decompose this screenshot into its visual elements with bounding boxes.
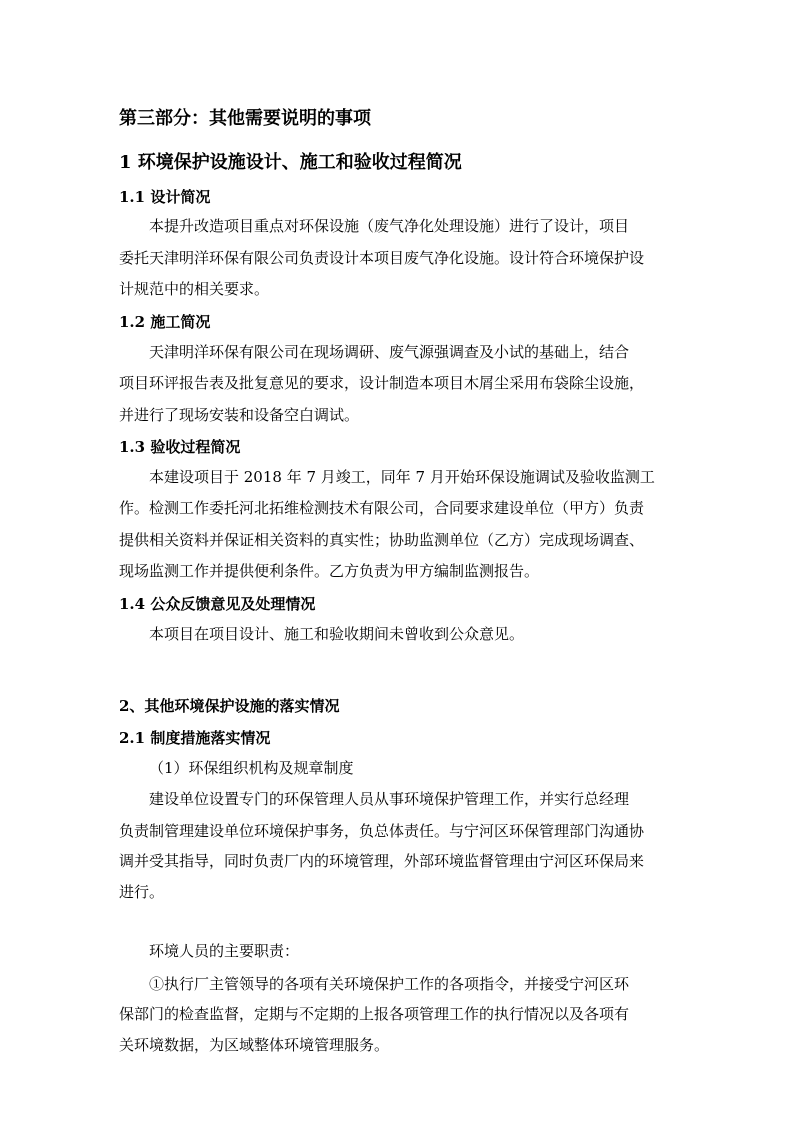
paragraph-line: 作。检测工作委托河北拓维检测技术有限公司，合同要求建设单位（甲方）负责	[119, 499, 645, 517]
paragraph-line: 天津明洋环保有限公司在现场调研、废气源强调查及小试的基础上，结合	[149, 343, 630, 361]
paragraph-line: ①执行厂主管领导的各项有关环境保护工作的各项指令，并接受宁河区环	[149, 975, 630, 993]
section-1-4-title: 1.4 公众反馈意见及处理情况	[119, 595, 316, 613]
paragraph-line: 委托天津明洋环保有限公司负责设计本项目废气净化设施。设计符合环境保护设	[119, 249, 645, 267]
paragraph-line: 本建设项目于 2018 年 7 月竣工，同年 7 月开始环保设施调试及验收监测工	[149, 468, 655, 486]
paragraph-line: 并进行了现场安装和设备空白调试。	[119, 406, 360, 424]
section-1-title: 1 环境保护设施设计、施工和验收过程简况	[119, 152, 462, 173]
paragraph-line: 现场监测工作并提供便利条件。乙方负责为甲方编制监测报告。	[119, 562, 540, 580]
paragraph-line: 计规范中的相关要求。	[119, 280, 270, 298]
paragraph-line: 本提升改造项目重点对环保设施（废气净化处理设施）进行了设计，项目	[149, 217, 630, 235]
paragraph-line: 建设单位设置专门的环保管理人员从事环境保护管理工作，并实行总经理	[149, 790, 630, 808]
paragraph-line: 关环境数据，为区域整体环境管理服务。	[119, 1036, 390, 1054]
section-1-3-title: 1.3 验收过程简况	[119, 438, 241, 456]
paragraph-line: 提供相关资料并保证相关资料的真实性；协助监测单位（乙方）完成现场调查、	[119, 531, 645, 549]
paragraph-line: 项目环评报告表及批复意见的要求，设计制造本项目木屑尘采用布袋除尘设施，	[119, 374, 645, 392]
section-2-1-title: 2.1 制度措施落实情况	[119, 729, 271, 747]
paragraph-line: 负责制管理建设单位环境保护事务，负总体责任。与宁河区环保管理部门沟通协	[119, 822, 645, 840]
section-2-title: 2、其他环境保护设施的落实情况	[119, 697, 340, 715]
duties-title: 环境人员的主要职责：	[149, 942, 300, 960]
paragraph-line: 本项目在项目设计、施工和验收期间未曾收到公众意见。	[149, 625, 525, 643]
part-title: 第三部分：其他需要说明的事项	[119, 108, 371, 129]
paragraph-line: 调并受其指导，同时负责厂内的环境管理，外部环境监督管理由宁河区环保局来	[119, 852, 645, 870]
subsection-title: （1）环保组织机构及规章制度	[149, 759, 354, 777]
paragraph-line: 保部门的检查监督，定期与不定期的上报各项管理工作的执行情况以及各项有	[119, 1005, 630, 1023]
section-1-2-title: 1.2 施工简况	[119, 313, 211, 331]
paragraph-line: 进行。	[119, 883, 165, 901]
section-1-1-title: 1.1 设计简况	[119, 188, 211, 206]
